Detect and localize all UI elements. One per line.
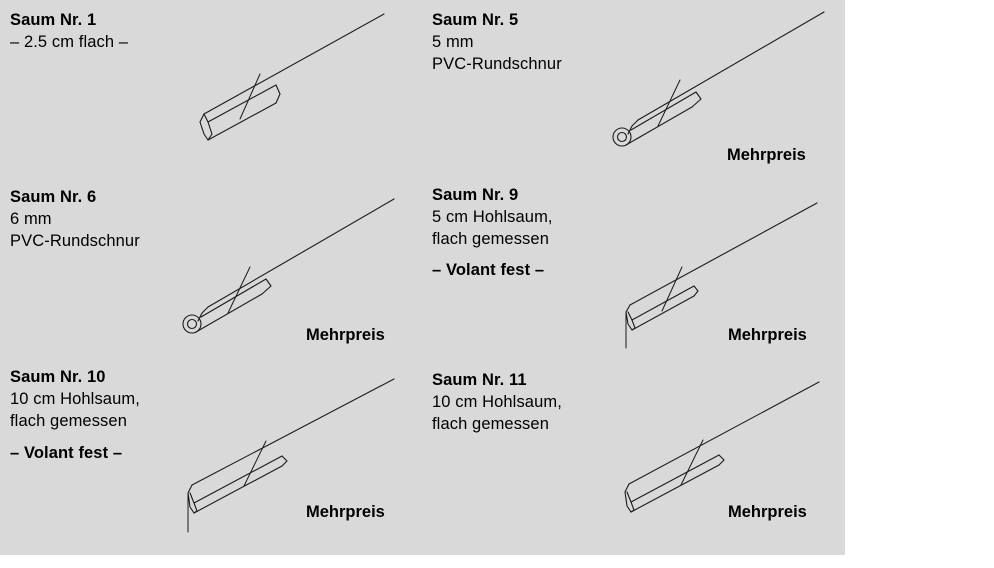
hem-title: Saum Nr. 9 bbox=[432, 186, 519, 204]
hem-line: 10 cm Hohlsaum, bbox=[10, 389, 140, 408]
hem-cell-saum-1 bbox=[0, 0, 422, 175]
hem-line: flach gemessen bbox=[432, 414, 549, 433]
hem-cell-saum-10 bbox=[0, 355, 422, 555]
hem-line: flach gemessen bbox=[432, 229, 549, 248]
hem-illustration-saum-5 bbox=[602, 8, 837, 143]
hem-title: Saum Nr. 10 bbox=[10, 368, 106, 386]
hem-illustration-saum-9 bbox=[602, 200, 837, 340]
hem-line: – Volant fest – bbox=[10, 444, 123, 463]
hem-line: PVC-Rundschnur bbox=[432, 54, 562, 73]
hem-cell-saum-9 bbox=[422, 175, 845, 360]
hem-line: – 2.5 cm flach – bbox=[10, 32, 129, 51]
hem-title: Saum Nr. 6 bbox=[10, 188, 97, 206]
hem-title: Saum Nr. 5 bbox=[432, 11, 519, 29]
hem-label-saum-9 bbox=[432, 185, 553, 282]
hem-illustration-saum-1 bbox=[180, 10, 410, 145]
hem-title: Saum Nr. 11 bbox=[432, 371, 527, 389]
hem-cell-saum-5 bbox=[422, 0, 845, 175]
hem-surcharge-saum-9: Mehrpreis bbox=[728, 326, 807, 344]
hem-illustration-saum-6 bbox=[172, 195, 407, 330]
hem-line: 5 cm Hohlsaum, bbox=[432, 207, 553, 226]
hem-label-saum-5 bbox=[432, 10, 562, 75]
hem-cell-saum-11 bbox=[422, 355, 845, 555]
hem-cell-saum-6 bbox=[0, 175, 422, 360]
hem-line: – Volant fest – bbox=[432, 261, 545, 280]
hem-surcharge-saum-10: Mehrpreis bbox=[306, 503, 385, 521]
hem-label-saum-1 bbox=[10, 10, 128, 54]
hem-line: PVC-Rundschnur bbox=[10, 231, 140, 250]
hem-surcharge-saum-11: Mehrpreis bbox=[728, 503, 807, 521]
hem-line: 5 mm bbox=[432, 32, 474, 51]
hem-line: flach gemessen bbox=[10, 411, 127, 430]
hem-surcharge-saum-6: Mehrpreis bbox=[306, 326, 385, 344]
hem-label-saum-10 bbox=[10, 367, 140, 465]
hem-illustration-saum-11 bbox=[607, 380, 842, 520]
hem-surcharge-saum-5: Mehrpreis bbox=[727, 146, 806, 164]
hem-line: 10 cm Hohlsaum, bbox=[432, 392, 562, 411]
hem-title: Saum Nr. 1 bbox=[10, 11, 97, 29]
hem-line: 6 mm bbox=[10, 209, 52, 228]
hem-label-saum-6 bbox=[10, 187, 140, 252]
hem-label-saum-11 bbox=[432, 370, 562, 435]
